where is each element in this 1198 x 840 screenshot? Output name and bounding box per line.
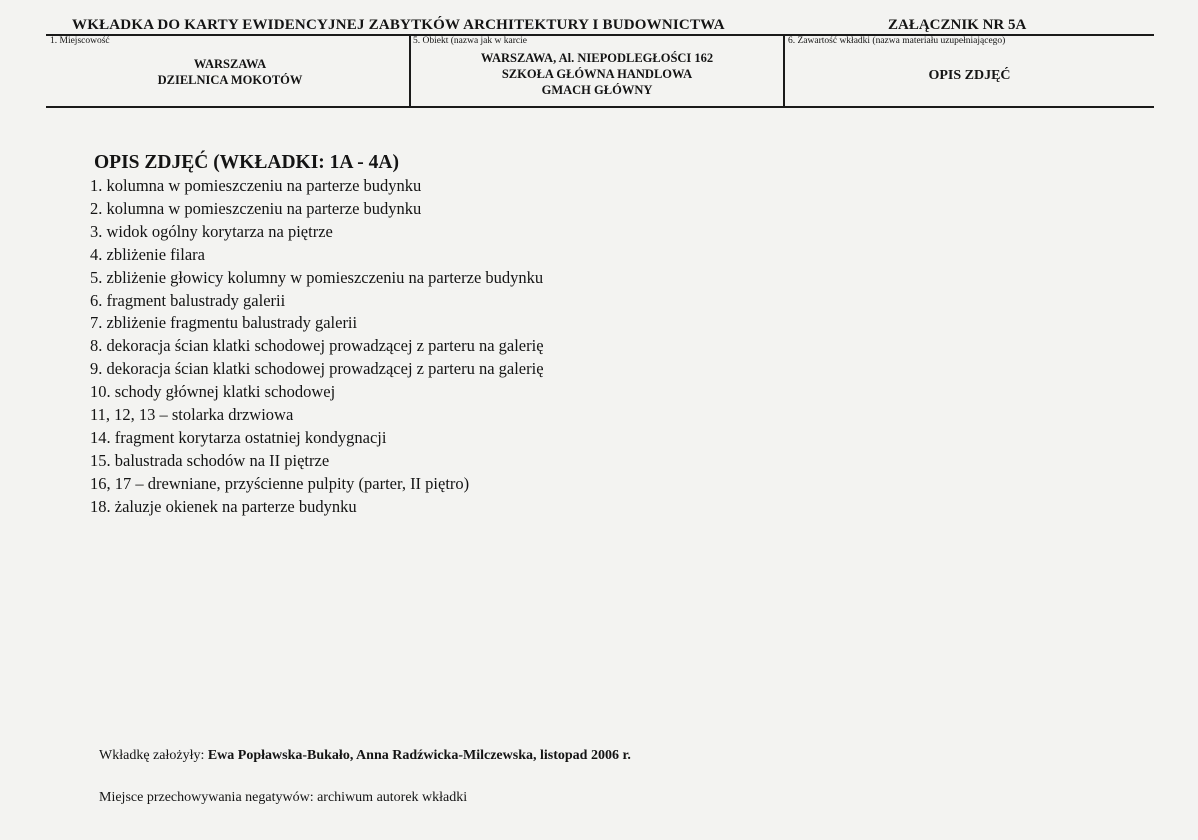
authors-line bbox=[99, 748, 631, 764]
list-item: 3. widok ogólny korytarza na piętrze bbox=[90, 221, 333, 241]
location-city: WARSZAWA bbox=[193, 57, 267, 71]
header-bottom-rule bbox=[46, 106, 1154, 108]
list-item: 6. fragment balustrady galerii bbox=[90, 290, 286, 310]
storage-value: archiwum autorek wkładki bbox=[317, 790, 468, 805]
object-label: 5. Obiekt (nazwa jak w karcie bbox=[413, 36, 527, 46]
location-label: 1. Miejscowość bbox=[50, 36, 110, 46]
list-item: 1. kolumna w pomieszczeniu na parterze budynku bbox=[90, 176, 422, 195]
list-item: 2. kolumna w pomieszczeniu na parterze budynku bbox=[90, 198, 422, 218]
list-item: 16, 17 – drewniane, przyścienne pulpity (parter, II piętro) bbox=[90, 473, 470, 493]
contents-value: OPIS ZDJĘĆ bbox=[928, 68, 1011, 83]
storage-line bbox=[99, 790, 467, 806]
location-district: DZIELNICA MOKOTÓW bbox=[157, 73, 303, 87]
list-item: 8. dekoracja ścian klatki schodowej prowadzącej z parteru na galerię bbox=[90, 336, 544, 356]
list-item: 4. zbliżenie filara bbox=[90, 244, 205, 264]
contents-label: 6. Zawartość wkładki (nazwa materiału uzupełniającego) bbox=[788, 36, 1006, 46]
list-item: 18. żaluzje okienek na parterze budynku bbox=[90, 496, 357, 516]
list-item: 5. zbliżenie głowicy kolumny w pomieszczeniu na parterze budynku bbox=[90, 267, 544, 287]
authors-value: Ewa Popławska-Bukało, Anna Radźwicka-Milczewska, listopad 2006 r. bbox=[207, 748, 631, 763]
list-item: 7. zbliżenie fragmentu balustrady galerii bbox=[90, 313, 358, 333]
list-item: 11, 12, 13 – stolarka drzwiowa bbox=[90, 405, 294, 425]
list-item: 14. fragment korytarza ostatniej kondygnacji bbox=[90, 427, 387, 447]
object-name: SZKOŁA GŁÓWNA HANDLOWA bbox=[501, 67, 693, 81]
list-item: 10. schody głównej klatki schodowej bbox=[90, 382, 336, 402]
photo-description-list bbox=[90, 175, 544, 519]
storage-label: Miejsce przechowywania negatywów: bbox=[99, 790, 314, 805]
photo-list-title: OPIS ZDJĘĆ (WKŁADKI: 1A - 4A) bbox=[94, 152, 399, 173]
object-building: GMACH GŁÓWNY bbox=[541, 83, 653, 97]
annex-number: ZAŁĄCZNIK NR 5A bbox=[888, 17, 1027, 33]
object-address: WARSZAWA, Al. NIEPODLEGŁOŚCI 162 bbox=[480, 51, 714, 65]
document-title: WKŁADKA DO KARTY EWIDENCYJNEJ ZABYTKÓW ARCHITEKTURY I BUDOWNICTWA bbox=[72, 17, 725, 33]
list-item: 15. balustrada schodów na II piętrze bbox=[90, 450, 330, 470]
authors-label: Wkładkę założyły: bbox=[99, 748, 205, 763]
list-item: 9. dekoracja ścian klatki schodowej prowadzącej z parteru na galerię bbox=[90, 359, 544, 379]
